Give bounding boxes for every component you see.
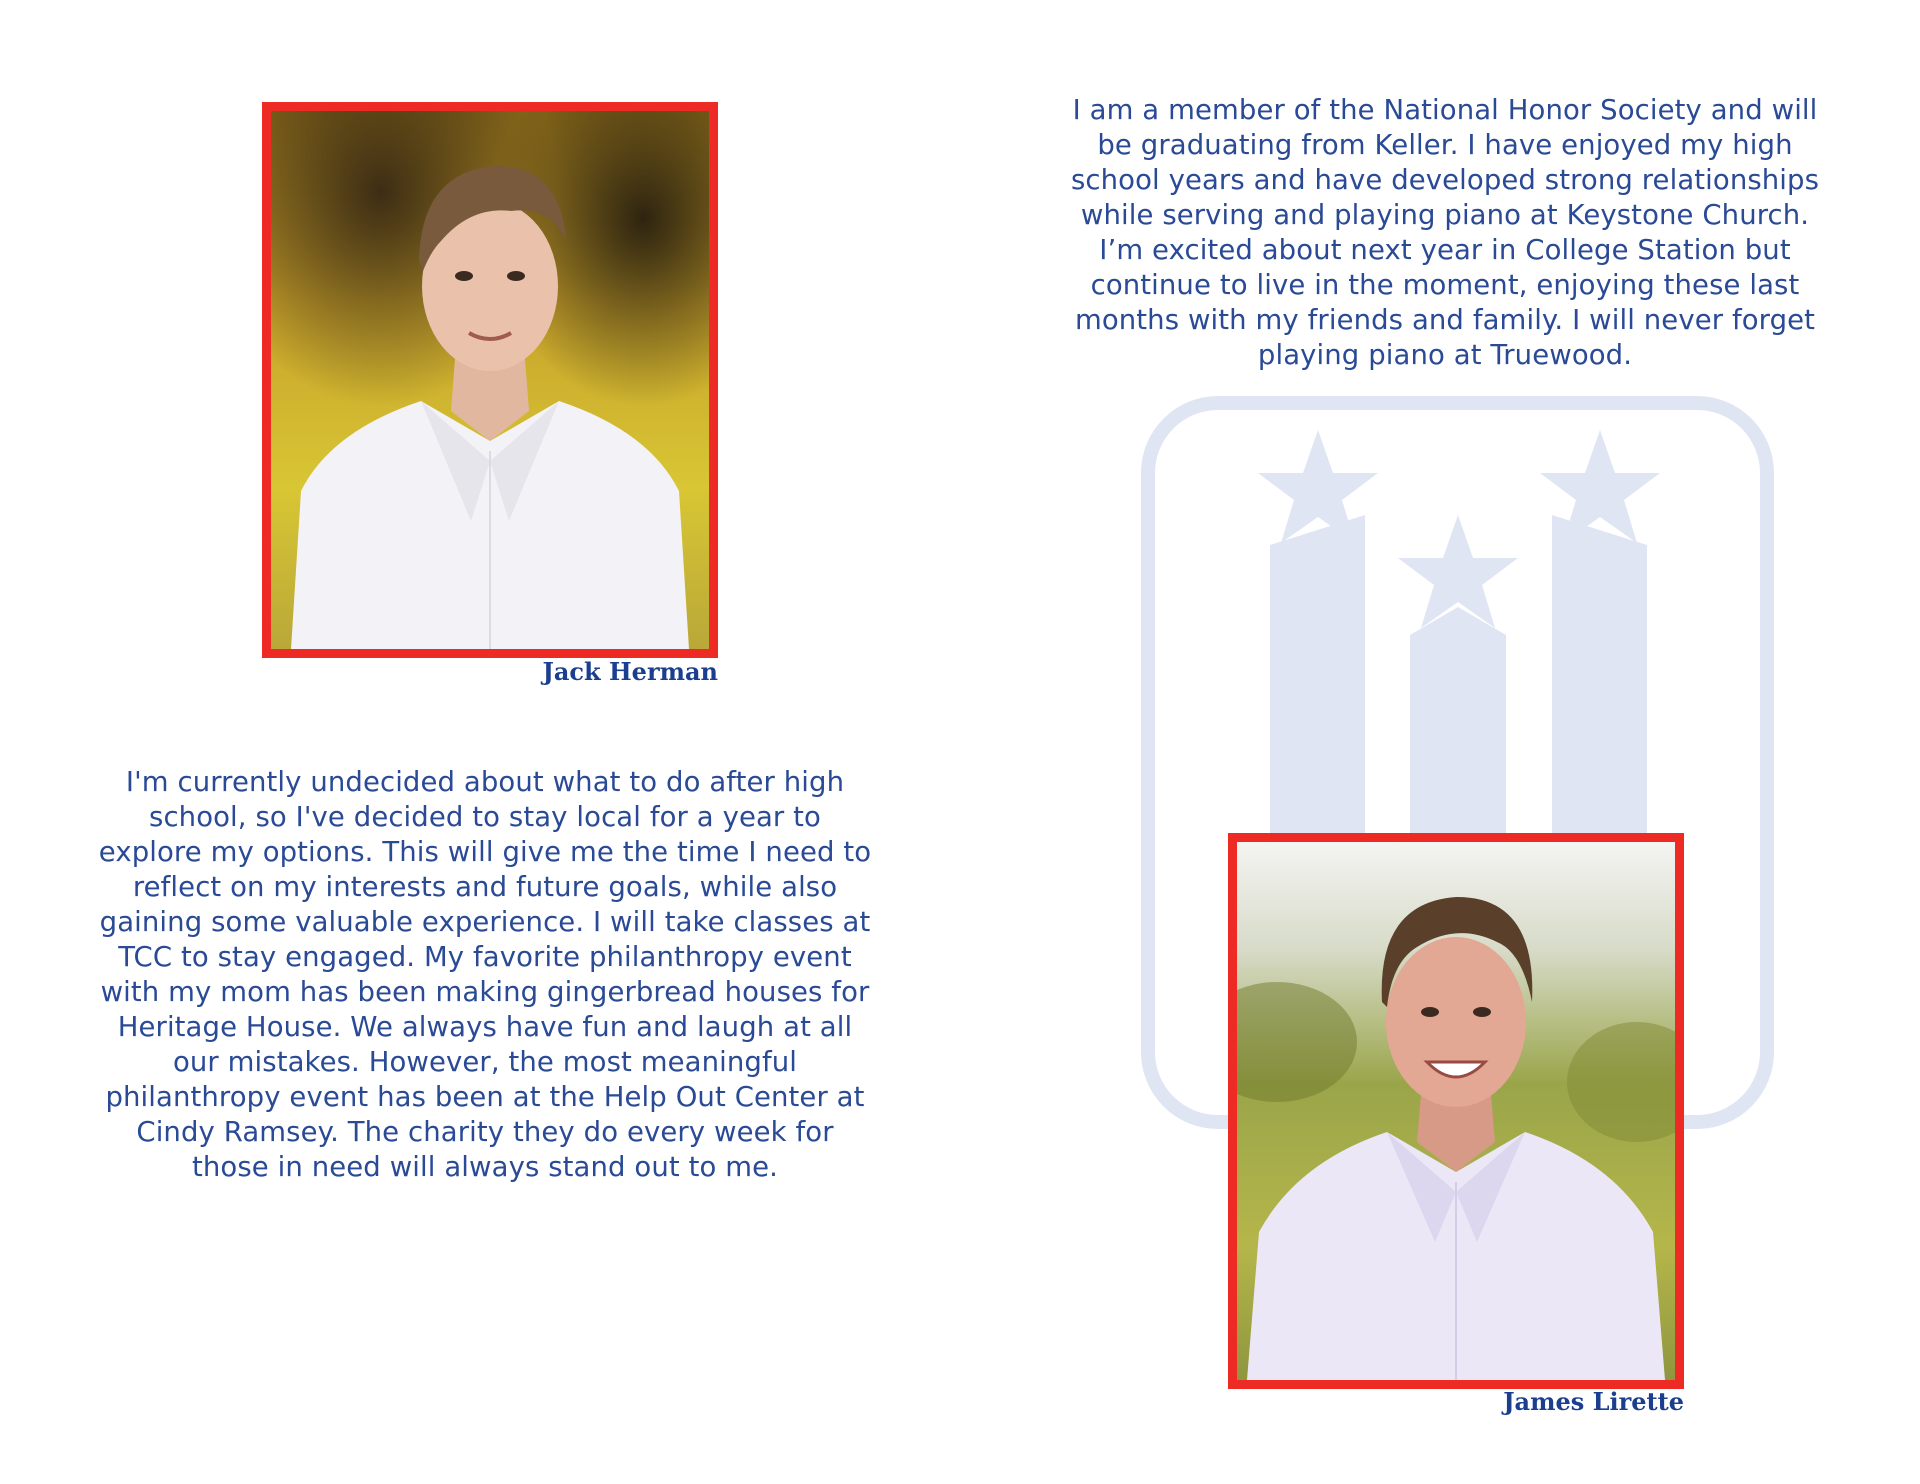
portrait-image — [1237, 842, 1675, 1380]
student-name: Jack Herman — [542, 657, 718, 686]
student-photo-jack-herman — [262, 102, 718, 658]
portrait-image — [271, 111, 709, 649]
student-bio-text: I'm currently undecided about what to do after high school, so I've decided to stay local for a year to explore my options. This will give me the time I need to reflect on my interests and future goals, while also gaining some valuable experience. I will take classes at TCC to stay engaged. My favorite philanthropy event with my mom has been making gingerbread houses for Heritage House. We always have fun and laugh at all our mistakes. However, the most meaningful philanthropy event has been at the Help Out Center at Cindy Ramsey. The charity they do every week for those in need will always stand out to me. — [98, 766, 872, 1183]
student-photo-james-lirette — [1228, 833, 1684, 1389]
student-bio-text: I am a member of the National Honor Society and will be graduating from Keller. I have enjoyed my high school years and have developed strong relationships while serving and playing piano at Keystone Church. I’m excited about next year in College Station but continue to live in the moment, enjoying these last months with my friends and family. I will never forget playing piano at Truewood. — [1070, 94, 1820, 371]
student-name: James Lirette — [1503, 1387, 1684, 1416]
